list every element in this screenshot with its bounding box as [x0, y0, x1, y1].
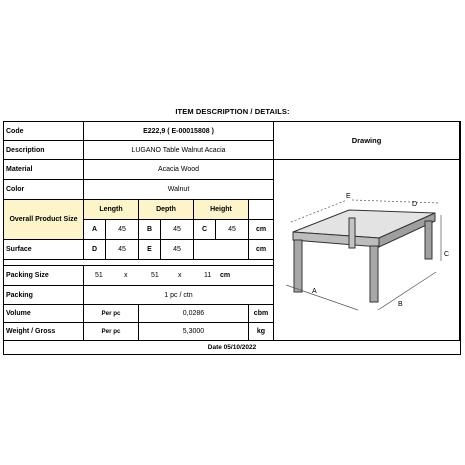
packing-size-x2: x — [178, 272, 182, 279]
drawing-label-e: E — [346, 193, 351, 200]
weight-unit: kg — [249, 323, 274, 341]
color-value: Walnut — [84, 180, 274, 200]
surface-unit: cm — [249, 240, 274, 260]
packing-size-depth: 51 — [151, 272, 159, 279]
packing-size-x1: x — [124, 272, 128, 279]
page-title: ITEM DESCRIPTION / DETAILS: — [175, 107, 290, 116]
table-leg-front-right — [370, 246, 378, 302]
a-value: 45 — [106, 220, 139, 240]
packing-size-length: 51 — [95, 272, 103, 279]
material-value: Acacia Wood — [84, 160, 274, 180]
d-value: 45 — [106, 240, 139, 260]
c-key: C — [194, 220, 216, 240]
b-key: B — [139, 220, 161, 240]
length-header: Length — [84, 200, 139, 220]
weight-value: 5,3000 — [139, 323, 249, 341]
packing-size-values — [84, 266, 274, 286]
color-label: Color — [4, 180, 84, 200]
dimension-line-a — [286, 285, 358, 310]
code-value: E222,9 ( E-00015808 ) — [84, 122, 274, 141]
description-value: LUGANO Table Walnut Acacia — [84, 141, 274, 160]
weight-label: Weight / Gross — [4, 323, 84, 341]
a-key: A — [84, 220, 106, 240]
b-value: 45 — [161, 220, 194, 240]
drawing-label-d: D — [412, 201, 418, 208]
table-leg-back-left — [349, 218, 355, 248]
date-footer: Date 05/10/2022 — [207, 344, 257, 351]
volume-unit: cbm — [249, 305, 274, 323]
dimension-line-b — [378, 272, 436, 310]
volume-per: Per pc — [84, 305, 139, 323]
table-drawing — [274, 160, 460, 341]
unit-header-blank — [249, 200, 274, 220]
table-leg-back-right — [425, 221, 432, 259]
e-value: 45 — [161, 240, 194, 260]
code-label: Code — [4, 122, 84, 141]
packing-label: Packing — [4, 286, 84, 305]
packing-value: 1 pc / ctn — [84, 286, 274, 305]
height-header: Height — [194, 200, 249, 220]
overall-size-label: Overall Product Size — [4, 200, 84, 240]
table-leg-front-left — [294, 240, 302, 292]
surface-blank — [194, 240, 249, 260]
overall-unit: cm — [249, 220, 274, 240]
details-sheet — [3, 121, 461, 355]
weight-per: Per pc — [84, 323, 139, 341]
dimension-line-d — [352, 200, 439, 203]
description-label: Description — [4, 141, 84, 160]
drawing-label-a: A — [312, 288, 317, 295]
volume-label: Volume — [4, 305, 84, 323]
material-label: Material — [4, 160, 84, 180]
drawing-header: Drawing — [274, 122, 460, 160]
packing-size-unit: cm — [220, 272, 231, 279]
drawing-label-c: C — [444, 251, 450, 258]
e-key: E — [139, 240, 161, 260]
c-value: 45 — [216, 220, 249, 240]
packing-size-height: 11 — [204, 272, 212, 279]
depth-header: Depth — [139, 200, 194, 220]
d-key: D — [84, 240, 106, 260]
packing-size-label: Packing Size — [4, 266, 84, 286]
drawing-label-b: B — [398, 301, 403, 308]
surface-label: Surface — [4, 240, 84, 260]
volume-value: 0,0286 — [139, 305, 249, 323]
drawing-cell — [274, 160, 460, 341]
